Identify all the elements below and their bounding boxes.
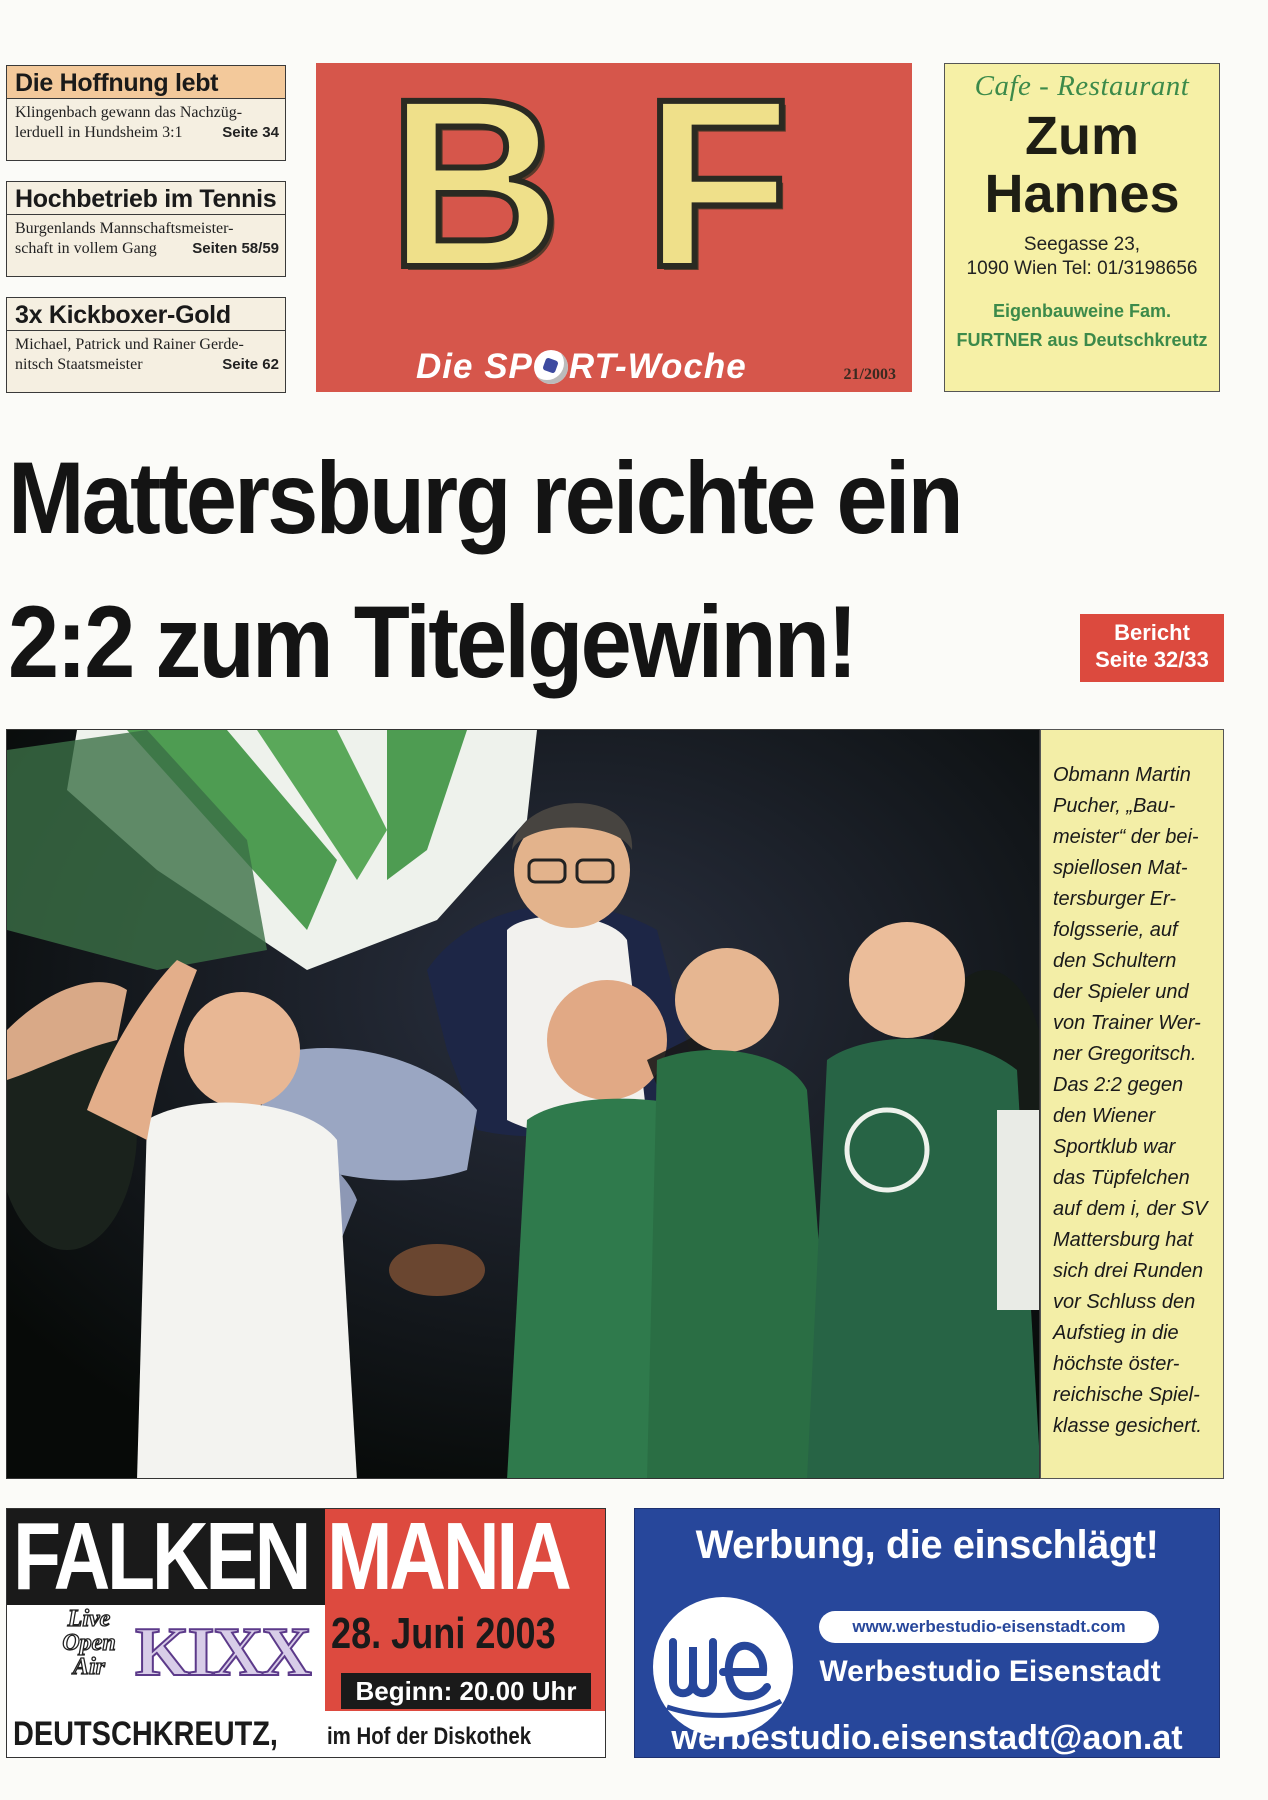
report-label: Bericht bbox=[1114, 620, 1190, 645]
restaurant-name-line2: Hannes bbox=[984, 164, 1180, 224]
caption-line: reichische Spiel- bbox=[1053, 1384, 1200, 1406]
photo-caption bbox=[1041, 730, 1223, 1442]
teaser-text bbox=[7, 331, 285, 375]
teaser-text-line: nitsch Staatsmeister bbox=[15, 356, 143, 373]
teaser-title: Die Hoffnung lebt bbox=[7, 66, 285, 99]
werbestudio-logo-icon bbox=[653, 1597, 793, 1737]
ad-slogan: Werbung, die einschlägt! bbox=[695, 1523, 1159, 1567]
caption-line: das Tüpfelchen bbox=[1053, 1167, 1190, 1189]
caption-line: ner Gregoritsch. bbox=[1053, 1043, 1197, 1065]
event-date: 28. Juni 2003 bbox=[331, 1609, 556, 1658]
celebration-photo-illustration bbox=[7, 730, 1040, 1479]
caption-line: spiellosen Mat- bbox=[1053, 857, 1188, 879]
masthead-subtitle-end: RT-Woche bbox=[568, 347, 747, 386]
website-url[interactable]: www.werbestudio-eisenstadt.com bbox=[819, 1611, 1159, 1643]
teaser-text-line: Burgenlands Mannschaftsmeister- bbox=[15, 220, 234, 237]
photo-caption-box bbox=[1040, 729, 1224, 1479]
event-start-time: Beginn: 20.00 Uhr bbox=[341, 1673, 591, 1709]
event-title-part1: FALKEN bbox=[13, 1508, 309, 1610]
teaser-box-tennis[interactable] bbox=[6, 181, 286, 277]
caption-line: den Schultern bbox=[1053, 950, 1177, 972]
live-open-air-line: Live bbox=[67, 1606, 111, 1632]
main-headline-line1: Mattersburg reichte ein bbox=[8, 441, 962, 555]
werbestudio-ad[interactable] bbox=[634, 1508, 1220, 1758]
event-location-detail: im Hof der Diskothek bbox=[327, 1723, 532, 1750]
caption-line: von Trainer Wer- bbox=[1053, 1012, 1201, 1034]
teaser-text-line: lerduell in Hundsheim 3:1 bbox=[15, 124, 183, 141]
main-headline-line2: 2:2 zum Titelgewinn! bbox=[8, 585, 856, 699]
wine-note-line1: Eigenbauweine Fam. bbox=[992, 301, 1172, 321]
ad-kicker: Cafe - Restaurant bbox=[974, 70, 1190, 102]
report-pages: Seite 32/33 bbox=[1095, 647, 1209, 672]
teaser-page-ref: Seiten 58/59 bbox=[192, 240, 279, 257]
football-icon bbox=[534, 350, 568, 384]
company-name: Werbestudio Eisenstadt bbox=[819, 1655, 1161, 1688]
caption-line: der Spieler und bbox=[1053, 981, 1189, 1003]
live-open-air-label bbox=[49, 1607, 129, 1679]
caption-line: Mattersburg hat bbox=[1053, 1229, 1194, 1251]
masthead-subtitle-start: Die SP bbox=[416, 347, 533, 386]
cafe-restaurant-ad[interactable] bbox=[944, 63, 1220, 392]
caption-line: Das 2:2 gegen bbox=[1053, 1074, 1184, 1096]
teaser-text bbox=[7, 99, 285, 143]
event-location: DEUTSCHKREUTZ, bbox=[13, 1715, 278, 1753]
caption-line: Sportklub war bbox=[1053, 1136, 1176, 1158]
teaser-text-line: Michael, Patrick und Rainer Gerde- bbox=[15, 336, 244, 353]
teaser-text-line: Klingenbach gewann das Nachzüg- bbox=[15, 104, 243, 121]
lead-photo bbox=[6, 729, 1040, 1479]
issue-number: 21/2003 bbox=[843, 366, 896, 383]
teaser-box-hoffnung[interactable] bbox=[6, 65, 286, 161]
masthead-logo[interactable] bbox=[316, 49, 912, 392]
email-address[interactable]: werbestudio.eisenstadt@aon.at bbox=[671, 1719, 1183, 1757]
teaser-text bbox=[7, 215, 285, 259]
band-name: KIXX bbox=[135, 1614, 310, 1691]
caption-line: folgsserie, auf bbox=[1053, 919, 1178, 941]
masthead-subtitle-bar bbox=[316, 344, 912, 392]
wine-note-line2: FURTNER aus Deutschkreutz bbox=[956, 330, 1208, 350]
caption-line: vor Schluss den bbox=[1053, 1291, 1196, 1313]
caption-line: klasse gesichert. bbox=[1053, 1415, 1202, 1437]
caption-line: höchste öster- bbox=[1053, 1353, 1180, 1375]
masthead-letter-f: F bbox=[644, 49, 791, 317]
caption-line: sich drei Runden bbox=[1053, 1260, 1204, 1282]
report-reference-badge[interactable] bbox=[1080, 614, 1224, 682]
event-title-part2: MANIA bbox=[327, 1508, 569, 1610]
restaurant-address-line1: Seegasse 23, bbox=[1023, 234, 1141, 255]
caption-line: Aufstieg in die bbox=[1053, 1322, 1179, 1344]
live-open-air-line: Air bbox=[72, 1654, 105, 1680]
teaser-title: 3x Kickboxer-Gold bbox=[7, 298, 285, 331]
caption-line: den Wiener bbox=[1053, 1105, 1156, 1127]
live-open-air-line: Open bbox=[62, 1630, 116, 1656]
caption-line: auf dem i, der SV bbox=[1053, 1198, 1208, 1220]
caption-line: meister“ der bei- bbox=[1053, 826, 1199, 848]
teaser-text-line: schaft in vollem Gang bbox=[15, 240, 157, 257]
restaurant-address-line2: 1090 Wien Tel: 01/3198656 bbox=[966, 258, 1198, 279]
teaser-box-kickboxer[interactable] bbox=[6, 297, 286, 393]
caption-line: Pucher, „Bau- bbox=[1053, 795, 1176, 817]
falkenmania-ad[interactable] bbox=[6, 1508, 606, 1758]
masthead-letter-b: B bbox=[388, 49, 562, 317]
caption-line: tersburger Er- bbox=[1053, 888, 1177, 910]
teaser-page-ref: Seite 34 bbox=[222, 124, 279, 141]
masthead-subtitle bbox=[416, 347, 747, 387]
restaurant-name-line1: Zum bbox=[1025, 106, 1139, 166]
caption-line: Obmann Martin bbox=[1053, 764, 1191, 786]
teaser-title: Hochbetrieb im Tennis bbox=[7, 182, 285, 215]
teaser-page-ref: Seite 62 bbox=[222, 356, 279, 373]
